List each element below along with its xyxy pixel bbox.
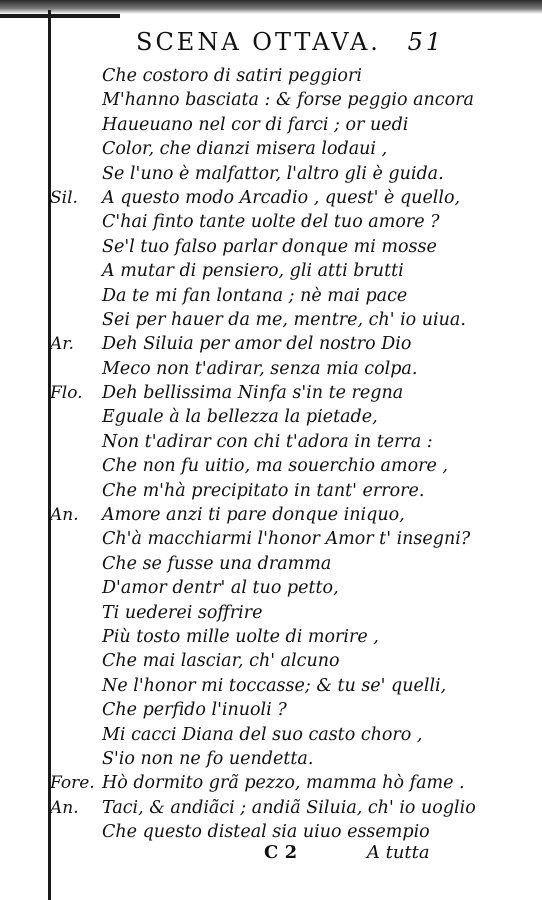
verse-line bbox=[54, 527, 534, 551]
verse-line bbox=[54, 674, 534, 698]
page-gutter bbox=[48, 10, 51, 900]
scene-title: SCENA OTTAVA. bbox=[136, 28, 381, 56]
verse-text: Che questo disteal sia uiuo essempio bbox=[102, 822, 430, 843]
verse-line bbox=[54, 235, 534, 259]
verse-text: Haueuano nel cor di farci ; or uedi bbox=[102, 114, 409, 135]
speaker-label: Flo. bbox=[50, 383, 83, 404]
verse-text: Ne l'honor mi toccasse; & tu se' quelli, bbox=[102, 675, 447, 696]
verse-line bbox=[54, 284, 534, 308]
verse-text: Che perfido l'inuoli ? bbox=[102, 700, 287, 721]
verse-line bbox=[50, 503, 534, 527]
verse-line bbox=[50, 186, 534, 210]
speaker-label: Fore. bbox=[50, 773, 95, 794]
verse-line bbox=[54, 430, 534, 454]
verse-text: M'hanno basciata : & forse peggio ancora bbox=[102, 90, 474, 111]
verse-text: Ti uederei soffrire bbox=[102, 602, 263, 623]
verse-text: Che mai lasciar, ch' alcuno bbox=[102, 651, 340, 672]
verse-line bbox=[54, 357, 534, 381]
verse-text: Più tosto mille uolte di morire , bbox=[102, 626, 379, 647]
verse-line bbox=[54, 405, 534, 429]
verse-text: Hò dormito grã pezzo, mamma hò fame . bbox=[102, 773, 465, 794]
verse-line bbox=[54, 210, 534, 234]
verse-text: C'hai finto tante uolte del tuo amore ? bbox=[102, 212, 440, 233]
verse-line bbox=[54, 698, 534, 722]
verse-text: Mi cacci Diana del suo casto choro , bbox=[102, 724, 423, 745]
running-header bbox=[136, 28, 516, 62]
verse-line bbox=[54, 601, 534, 625]
verse-text: Che non fu uitio, ma souerchio amore , bbox=[102, 456, 448, 477]
verse-line bbox=[54, 88, 534, 112]
catchword: A tutta bbox=[366, 842, 430, 863]
verse-text: Che se fusse una dramma bbox=[102, 553, 332, 574]
verse-text: Deh bellissima Ninfa s'in te regna bbox=[102, 383, 404, 404]
book-page bbox=[50, 20, 534, 880]
verse-text: Sei per hauer da me, mentre, ch' io uiua. bbox=[102, 309, 466, 330]
speaker-label: An. bbox=[50, 797, 79, 818]
verse-text: Meco non t'adirar, senza mia colpa. bbox=[102, 358, 418, 379]
verse-line bbox=[54, 552, 534, 576]
verse-line bbox=[54, 649, 534, 673]
verse-text: Non t'adirar con chi t'adora in terra : bbox=[102, 431, 433, 452]
speaker-label: Ar. bbox=[50, 334, 74, 355]
verse-line bbox=[54, 137, 534, 161]
verse-line bbox=[50, 796, 534, 820]
verse-text: Da te mi fan lontana ; nè mai pace bbox=[102, 285, 408, 306]
signature-mark: C 2 bbox=[264, 842, 298, 863]
speaker-label: Sil. bbox=[50, 187, 78, 208]
page-footer bbox=[264, 842, 524, 872]
verse-text: Taci, & andiãci ; andiã Siluia, ch' io uoglio bbox=[102, 797, 476, 818]
verse-line bbox=[54, 479, 534, 503]
verse-line bbox=[54, 820, 534, 844]
verse-block bbox=[50, 64, 534, 845]
verse-line bbox=[50, 771, 534, 795]
verse-text: Ch'à macchiarmi l'honor Amor t' insegni? bbox=[102, 529, 471, 550]
verse-line bbox=[54, 747, 534, 771]
verse-text: Se l'uno è malfattor, l'altro gli è guida. bbox=[102, 163, 444, 184]
verse-line bbox=[50, 332, 534, 356]
verse-line bbox=[54, 625, 534, 649]
verse-text: S'io non ne fo uendetta. bbox=[102, 748, 314, 769]
verse-line bbox=[54, 723, 534, 747]
speaker-label: An. bbox=[50, 505, 79, 526]
verse-text: Se'l tuo falso parlar donque mi mosse bbox=[102, 236, 437, 257]
verse-line bbox=[54, 576, 534, 600]
verse-line bbox=[54, 454, 534, 478]
verse-text: A mutar di pensiero, gli atti brutti bbox=[102, 261, 404, 282]
verse-text: A questo modo Arcadio , quest' è quello, bbox=[102, 187, 461, 208]
verse-line bbox=[54, 113, 534, 137]
scan-top-edge bbox=[0, 0, 542, 14]
verse-text: Eguale à la bellezza la pietade, bbox=[102, 407, 378, 428]
verse-text: Deh Siluia per amor del nostro Dio bbox=[102, 334, 412, 355]
verse-text: D'amor dentr' al tuo petto, bbox=[102, 578, 339, 599]
verse-line bbox=[54, 308, 534, 332]
verse-line bbox=[54, 162, 534, 186]
verse-line bbox=[50, 381, 534, 405]
page-number: 51 bbox=[407, 28, 445, 56]
verse-text: Amore anzi ti pare donque iniquo, bbox=[102, 505, 405, 526]
verse-line bbox=[54, 64, 534, 88]
verse-text: Color, che dianzi misera lodaui , bbox=[102, 139, 388, 160]
verse-text: Che m'hà precipitato in tant' errore. bbox=[102, 480, 425, 501]
verse-line bbox=[54, 259, 534, 283]
verse-text: Che costoro di satiri peggiori bbox=[102, 66, 362, 86]
